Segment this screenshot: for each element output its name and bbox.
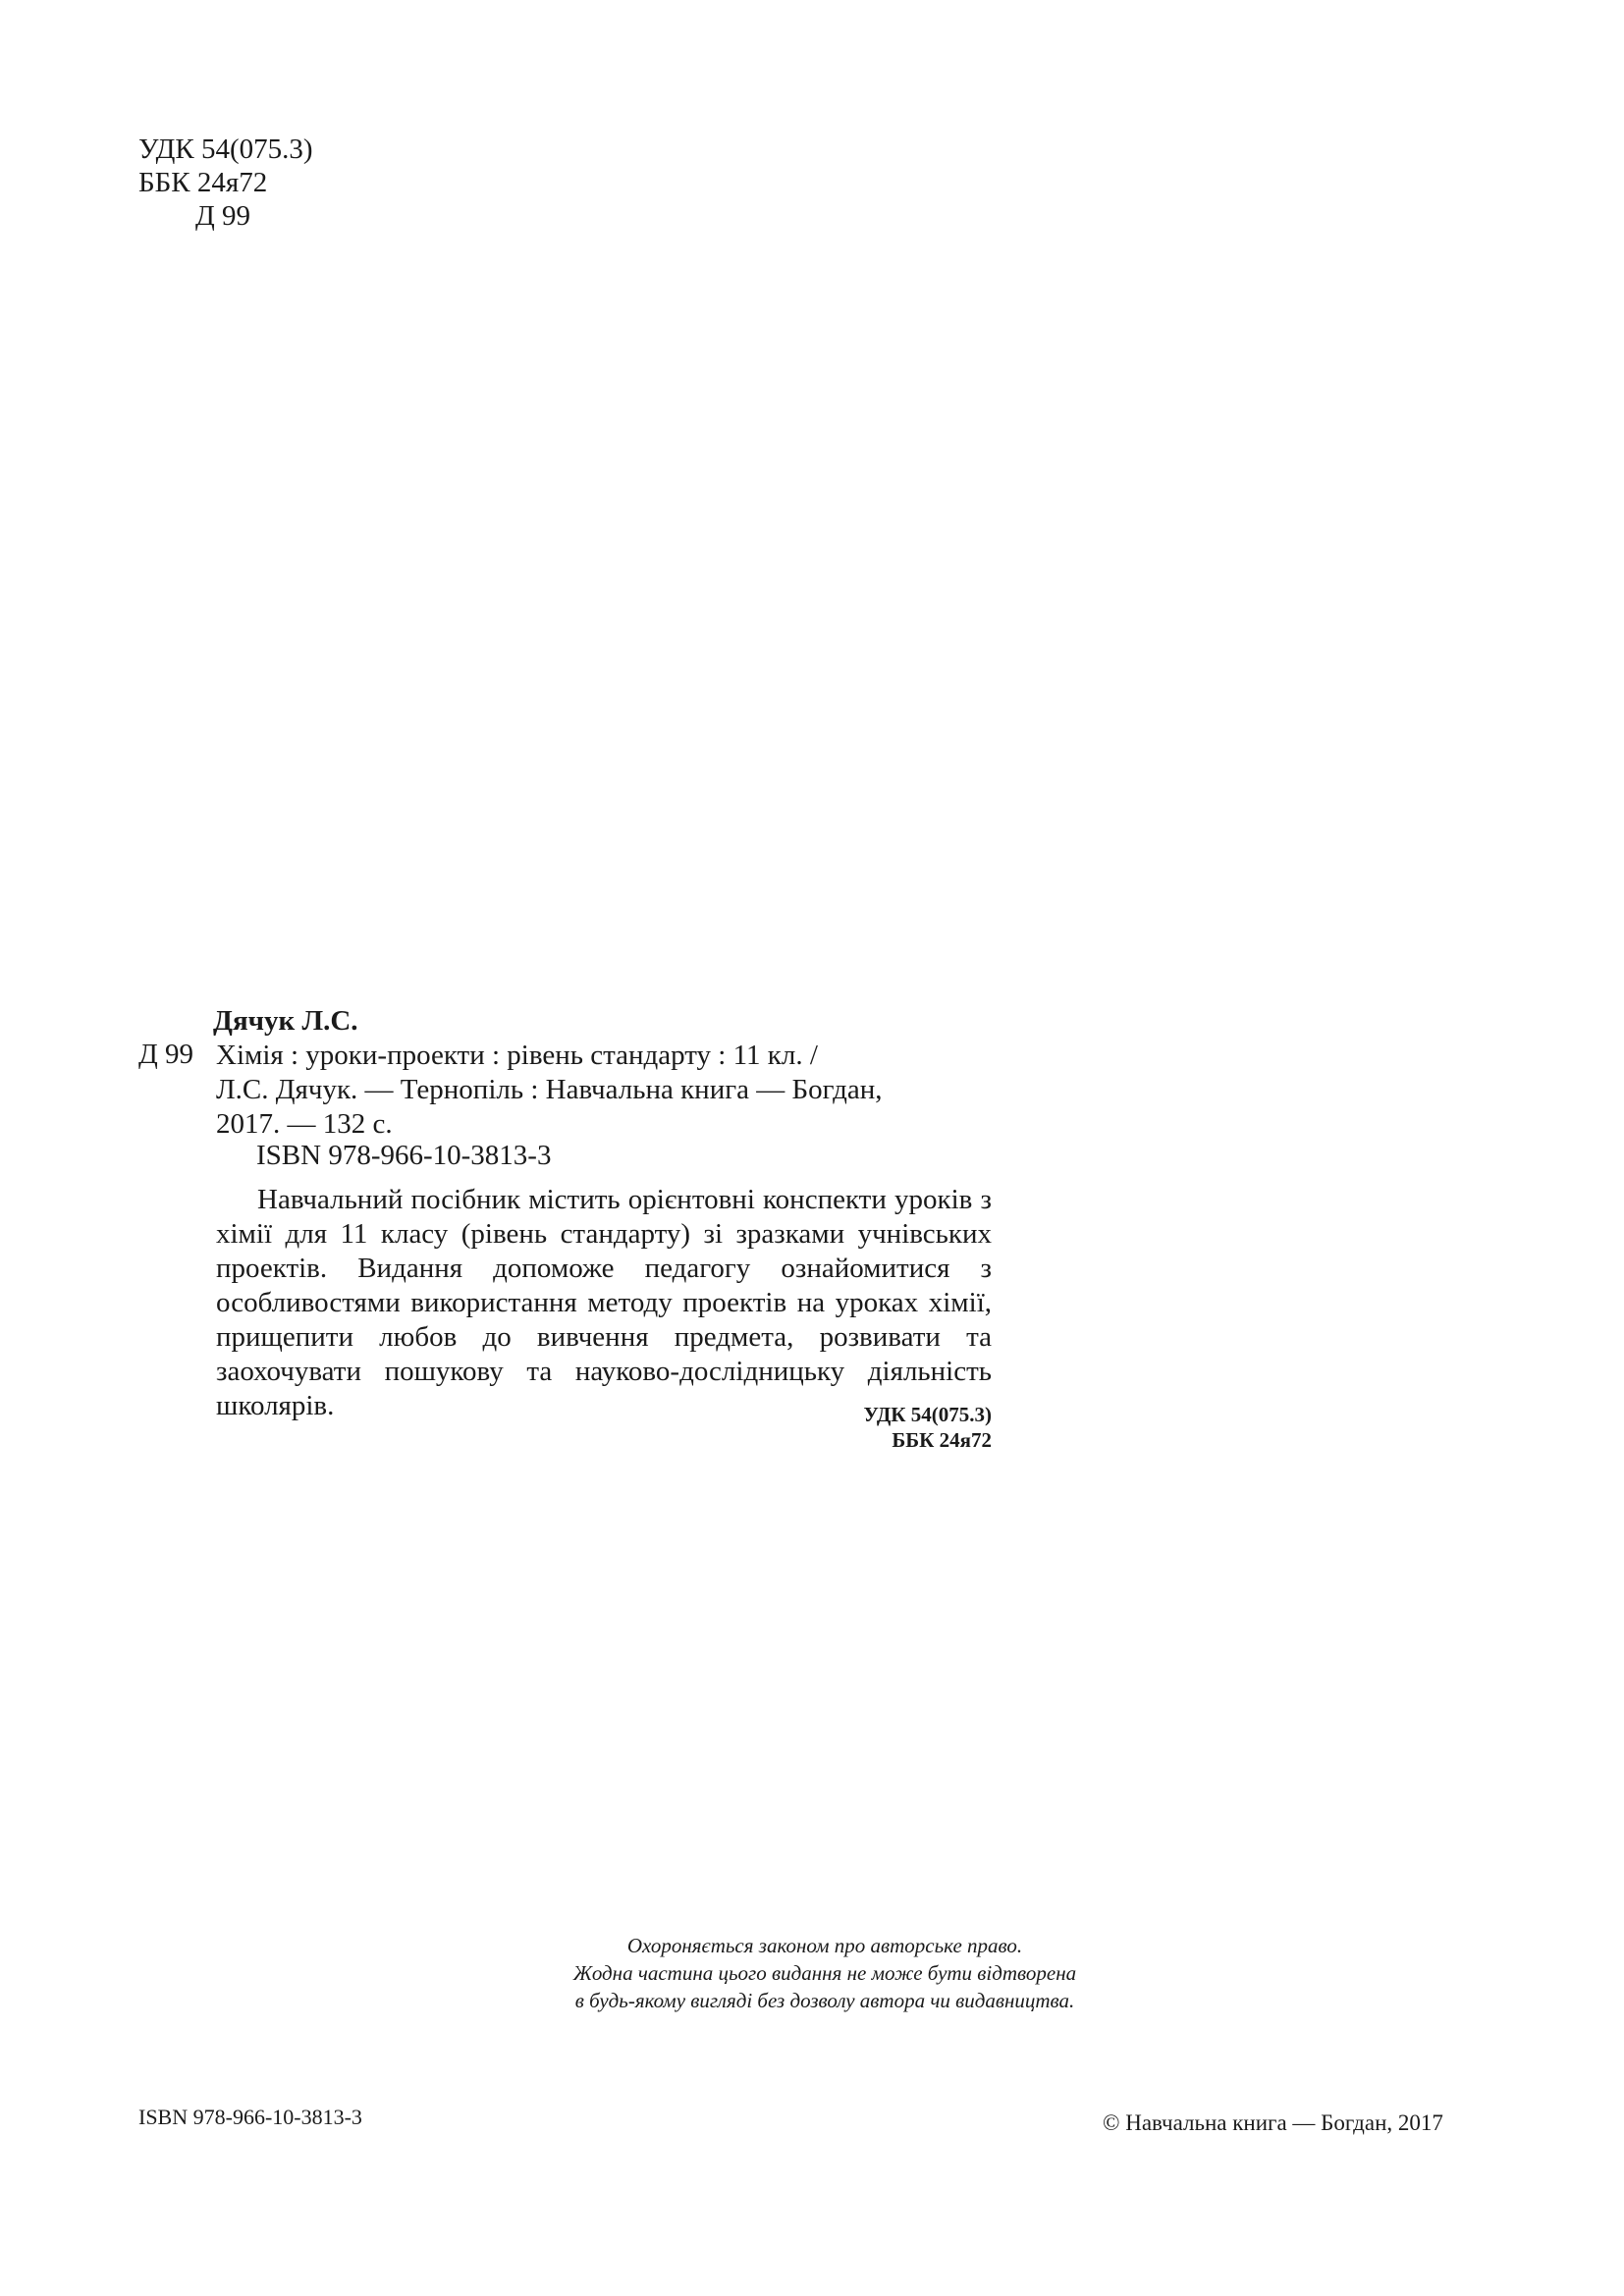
card-entry-line: Л.С. Дячук. — Тернопіль : Навчальна книга — Богдан, bbox=[216, 1074, 883, 1105]
card-author: Дячук Л.С. bbox=[213, 1005, 358, 1037]
notice-line: Охороняється законом про авторське право. bbox=[626, 1934, 1023, 1957]
card-annotation bbox=[216, 1183, 992, 1423]
annotation-text: Навчальний посібник містить орієнтовні конспекти уроків з хімії для 11 класу (рівень стандарту) зі зразками учнівських проектів. Видання допоможе педагогу ознайомитися з особливостями використання методу проектів на уроках хімії, прищепити любов до вивчення предмета, розвивати та заохочувати пошукову та науково-дослідницьку діяльність школярів. bbox=[216, 1184, 992, 1421]
notice-line: в будь-якому вигляді без дозволу автора чи видавництва. bbox=[574, 1989, 1075, 2012]
card-classification bbox=[727, 1402, 992, 1453]
footer-copyright: © Навчальна книга — Богдан, 2017 bbox=[1103, 2110, 1443, 2135]
card-author-mark: Д 99 bbox=[138, 1039, 194, 1070]
bbk-code: ББК 24я72 bbox=[138, 167, 268, 198]
card-isbn: ISBN 978-966-10-3813-3 bbox=[256, 1140, 552, 1171]
notice-line: Жодна частина цього видання не може бути відтворена bbox=[572, 1961, 1077, 1985]
card-entry-line: 2017. — 132 с. bbox=[216, 1108, 393, 1140]
card-bbk: ББК 24я72 bbox=[892, 1428, 992, 1452]
classification-codes bbox=[138, 133, 313, 233]
card-entry-line: Хімія : уроки-проекти : рівень стандарту : 11 кл. / bbox=[216, 1040, 818, 1071]
card-udk: УДК 54(075.3) bbox=[863, 1403, 992, 1426]
author-mark: Д 99 bbox=[195, 200, 251, 232]
copyright-notice bbox=[471, 1932, 1178, 2014]
card-entry bbox=[216, 1039, 882, 1142]
udk-code: УДК 54(075.3) bbox=[138, 133, 313, 165]
footer-isbn: ISBN 978-966-10-3813-3 bbox=[138, 2105, 362, 2129]
